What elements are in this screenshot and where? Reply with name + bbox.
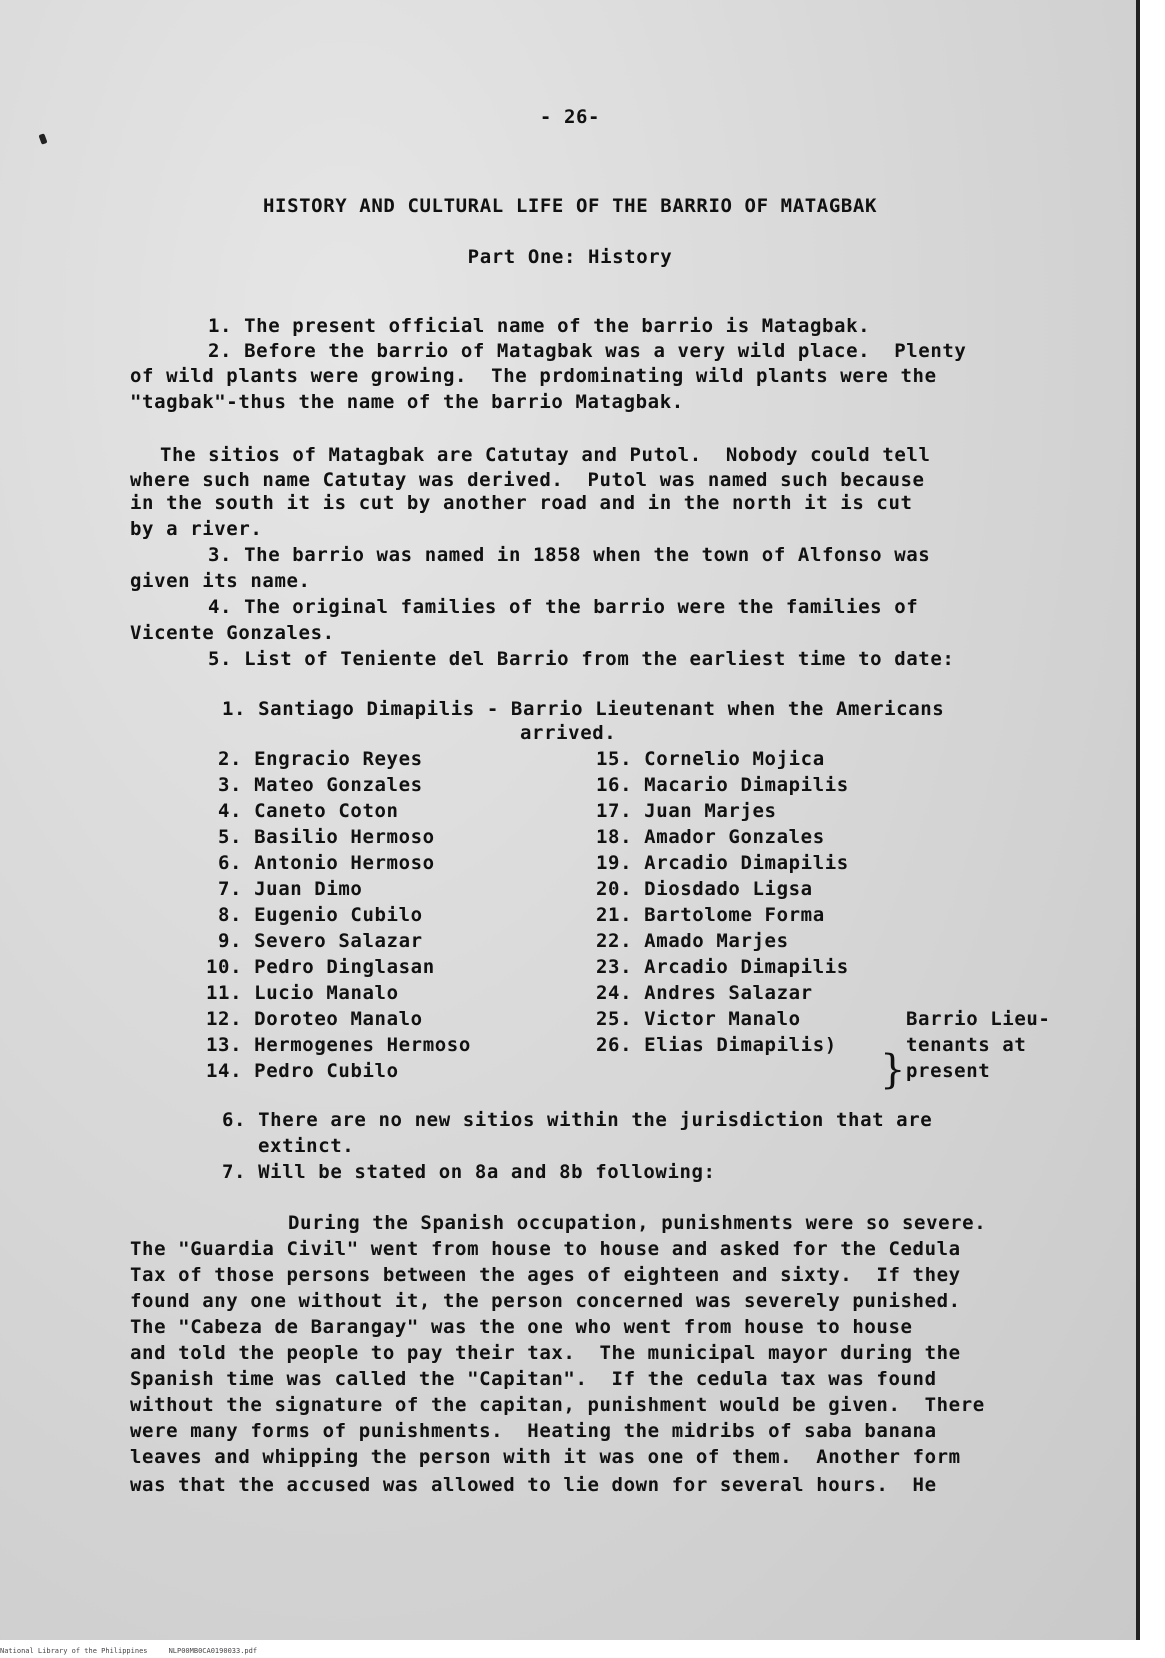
list-item: 16. Macario Dimapilis: [596, 774, 849, 796]
paragraph-line: During the Spanish occupation, punishments were so severe.: [288, 1212, 987, 1234]
list-item: 1. Santiago Dimapilis - Barrio Lieutenant when the Americans: [222, 698, 945, 720]
list-item: 3. Mateo Gonzales: [218, 774, 423, 796]
item-3-line: given its name.: [130, 570, 311, 592]
list-item: 26. Elias Dimapilis): [596, 1034, 837, 1056]
paragraph-line: The "Guardia Civil" went from house to house and asked for the Cedula: [130, 1238, 961, 1260]
paragraph-line: was that the accused was allowed to lie down for several hours. He: [130, 1474, 937, 1496]
list-item: 7. Juan Dimo: [218, 878, 363, 900]
list-item: 10. Pedro Dinglasan: [206, 956, 435, 978]
intro-line: of wild plants were growing. The prdominating wild plants were the: [130, 365, 937, 387]
item-3-line: 3. The barrio was named in 1858 when the town of Alfonso was: [208, 544, 931, 566]
list-item: 13. Hermogenes Hermoso: [206, 1034, 471, 1056]
present-note-line: present: [906, 1060, 991, 1082]
present-note-line: Barrio Lieu-: [906, 1008, 1051, 1030]
list-item: 23. Arcadio Dimapilis: [596, 956, 849, 978]
paragraph-line: without the signature of the capitan, punishment would be given. There: [130, 1394, 985, 1416]
paragraph-line: found any one without it, the person concerned was severely punished.: [130, 1290, 961, 1312]
document-title: HISTORY AND CULTURAL LIFE OF THE BARRIO OF MATAGBAK: [263, 195, 877, 217]
item-4-line: Vicente Gonzales.: [130, 622, 335, 644]
item-6-line: extinct.: [258, 1135, 355, 1157]
sitios-line: in the south it is cut by another road and in the north it is cut: [130, 492, 913, 514]
list-item: 12. Doroteo Manalo: [206, 1008, 423, 1030]
list-item: 9. Severo Salazar: [218, 930, 423, 952]
list-item: 17. Juan Marjes: [596, 800, 777, 822]
list-item: 5. Basilio Hermoso: [218, 826, 435, 848]
paragraph-line: Spanish time was called the "Capitan". If the cedula tax was found: [130, 1368, 937, 1390]
list-item: 22. Amado Marjes: [596, 930, 789, 952]
section-title: Part One: History: [467, 246, 673, 268]
list-item: 15. Cornelio Mojica: [596, 748, 825, 770]
list-item: 21. Bartolome Forma: [596, 904, 825, 926]
ink-mark: [38, 133, 47, 144]
item-5-line: 5. List of Teniente del Barrio from the earliest time to date:: [208, 648, 955, 670]
item-7-line: 7. Will be stated on 8a and 8b following:: [222, 1161, 716, 1183]
list-item: 14. Pedro Cubilo: [206, 1060, 399, 1082]
list-item-continuation: arrived.: [520, 722, 617, 744]
page-number: - 26-: [539, 106, 601, 128]
list-item: 25. Victor Manalo: [596, 1008, 801, 1030]
list-item: 20. Diosdado Ligsa: [596, 878, 813, 900]
sitios-line: The sitios of Matagbak are Catutay and Putol. Nobody could tell: [160, 444, 931, 466]
list-item: 24. Andres Salazar: [596, 982, 813, 1004]
list-item: 2. Engracio Reyes: [218, 748, 423, 770]
paragraph-line: leaves and whipping the person with it was one of them. Another form: [130, 1446, 961, 1468]
paragraph-line: Tax of those persons between the ages of eighteen and sixty. If they: [130, 1264, 961, 1286]
paragraph-line: The "Cabeza de Barangay" was the one who went from house to house: [130, 1316, 913, 1338]
list-item: 6. Antonio Hermoso: [218, 852, 435, 874]
sitios-line: where such name Catutay was derived. Putol was named such because: [130, 469, 925, 491]
sitios-line: by a river.: [130, 518, 263, 540]
present-note-line: tenants at: [906, 1034, 1027, 1056]
intro-line: 2. Before the barrio of Matagbak was a very wild place. Plenty: [208, 340, 967, 362]
paragraph-line: and told the people to pay their tax. The municipal mayor during the: [130, 1342, 961, 1364]
item-6-line: 6. There are no new sitios within the jurisdiction that are: [222, 1109, 933, 1131]
brace-mark: }: [880, 1047, 906, 1093]
list-item: 8. Eugenio Cubilo: [218, 904, 423, 926]
list-item: 4. Caneto Coton: [218, 800, 399, 822]
list-item: 18. Amador Gonzales: [596, 826, 825, 848]
list-item: 19. Arcadio Dimapilis: [596, 852, 849, 874]
list-item: 11. Lucio Manalo: [206, 982, 399, 1004]
intro-line: 1. The present official name of the barrio is Matagbak.: [208, 315, 871, 337]
paragraph-line: were many forms of punishments. Heating the midribs of saba banana: [130, 1420, 937, 1442]
item-4-line: 4. The original families of the barrio were the families of: [208, 596, 919, 618]
intro-line: "tagbak"-thus the name of the barrio Matagbak.: [130, 391, 684, 413]
footer-source: National Library of the Philippines NLP00MB0CA0190033.pdf: [0, 1647, 258, 1655]
